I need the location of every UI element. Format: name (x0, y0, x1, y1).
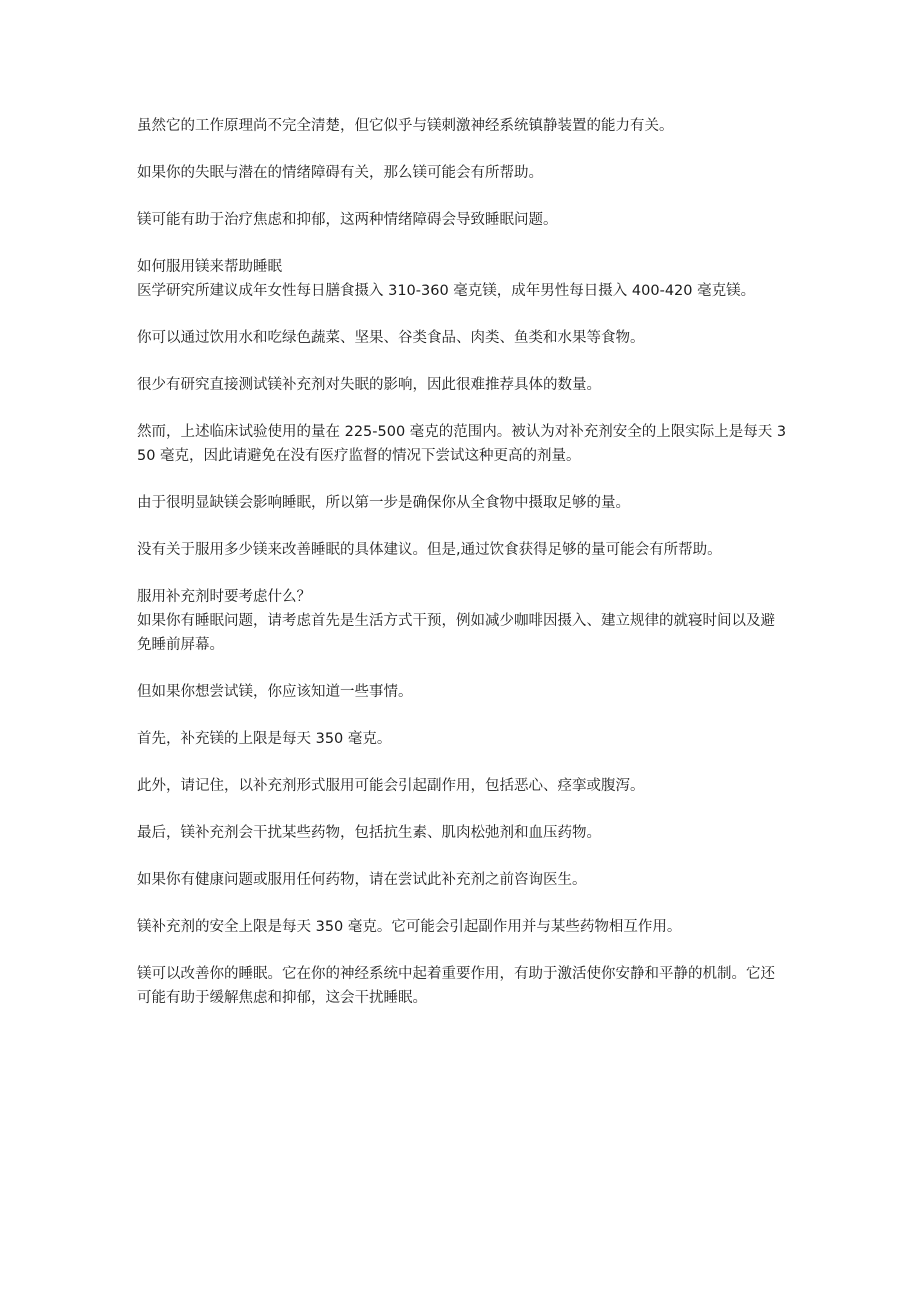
paragraph: 镁补充剂的安全上限是每天 350 毫克。它可能会引起副作用并与某些药物相互作用。 (137, 919, 682, 935)
paragraph: 镁可以改善你的睡眠。它在你的神经系统中起着重要作用，有助于激活使你安静和平静的机制。它还可能有助于缓解焦虑和抑郁，这会干扰睡眠。 (137, 966, 775, 1006)
paragraph: 虽然它的工作原理尚不完全清楚，但它似乎与镁刺激神经系统镇静装置的能力有关。 (137, 118, 674, 134)
paragraph: 很少有研究直接测试镁补充剂对失眠的影响，因此很难推荐具体的数量。 (137, 377, 601, 393)
paragraph: 医学研究所建议成年女性每日膳食摄入 310-360 毫克镁，成年男性每日摄入 400-420 毫克镁。 (137, 283, 756, 299)
paragraph: 首先，补充镁的上限是每天 350 毫克。 (137, 731, 392, 747)
paragraph: 镁可能有助于治疗焦虑和抑郁，这两种情绪障碍会导致睡眠问题。 (137, 212, 558, 228)
paragraph: 如果你有睡眠问题，请考虑首先是生活方式干预，例如减少咖啡因摄入、建立规律的就寝时间以及避免睡前屏幕。 (137, 613, 775, 653)
section-heading: 如何服用镁来帮助睡眠 (137, 259, 282, 275)
paragraph: 然而，上述临床试验使用的量在 225-500 毫克的范围内。被认为对补充剂安全的上限实际上是每天 350 毫克，因此请避免在没有医疗监督的情况下尝试这种更高的剂量。 (137, 424, 787, 464)
paragraph: 如果你的失眠与潜在的情绪障碍有关，那么镁可能会有所帮助。 (137, 165, 543, 181)
paragraph: 如果你有健康问题或服用任何药物，请在尝试此补充剂之前咨询医生。 (137, 872, 587, 888)
paragraph: 由于很明显缺镁会影响睡眠，所以第一步是确保你从全食物中摄取足够的量。 (137, 495, 630, 511)
paragraph: 但如果你想尝试镁，你应该知道一些事情。 (137, 684, 413, 700)
paragraph: 此外，请记住，以补充剂形式服用可能会引起副作用，包括恶心、痉挛或腹泻。 (137, 778, 645, 794)
document-body (137, 114, 787, 1033)
paragraph: 没有关于服用多少镁来改善睡眠的具体建议。但是,通过饮食获得足够的量可能会有所帮助。 (137, 542, 722, 558)
paragraph: 最后，镁补充剂会干扰某些药物，包括抗生素、肌肉松弛剂和血压药物。 (137, 825, 601, 841)
paragraph: 你可以通过饮用水和吃绿色蔬菜、坚果、谷类食品、肉类、鱼类和水果等食物。 (137, 330, 645, 346)
section-heading: 服用补充剂时要考虑什么？ (137, 589, 311, 605)
